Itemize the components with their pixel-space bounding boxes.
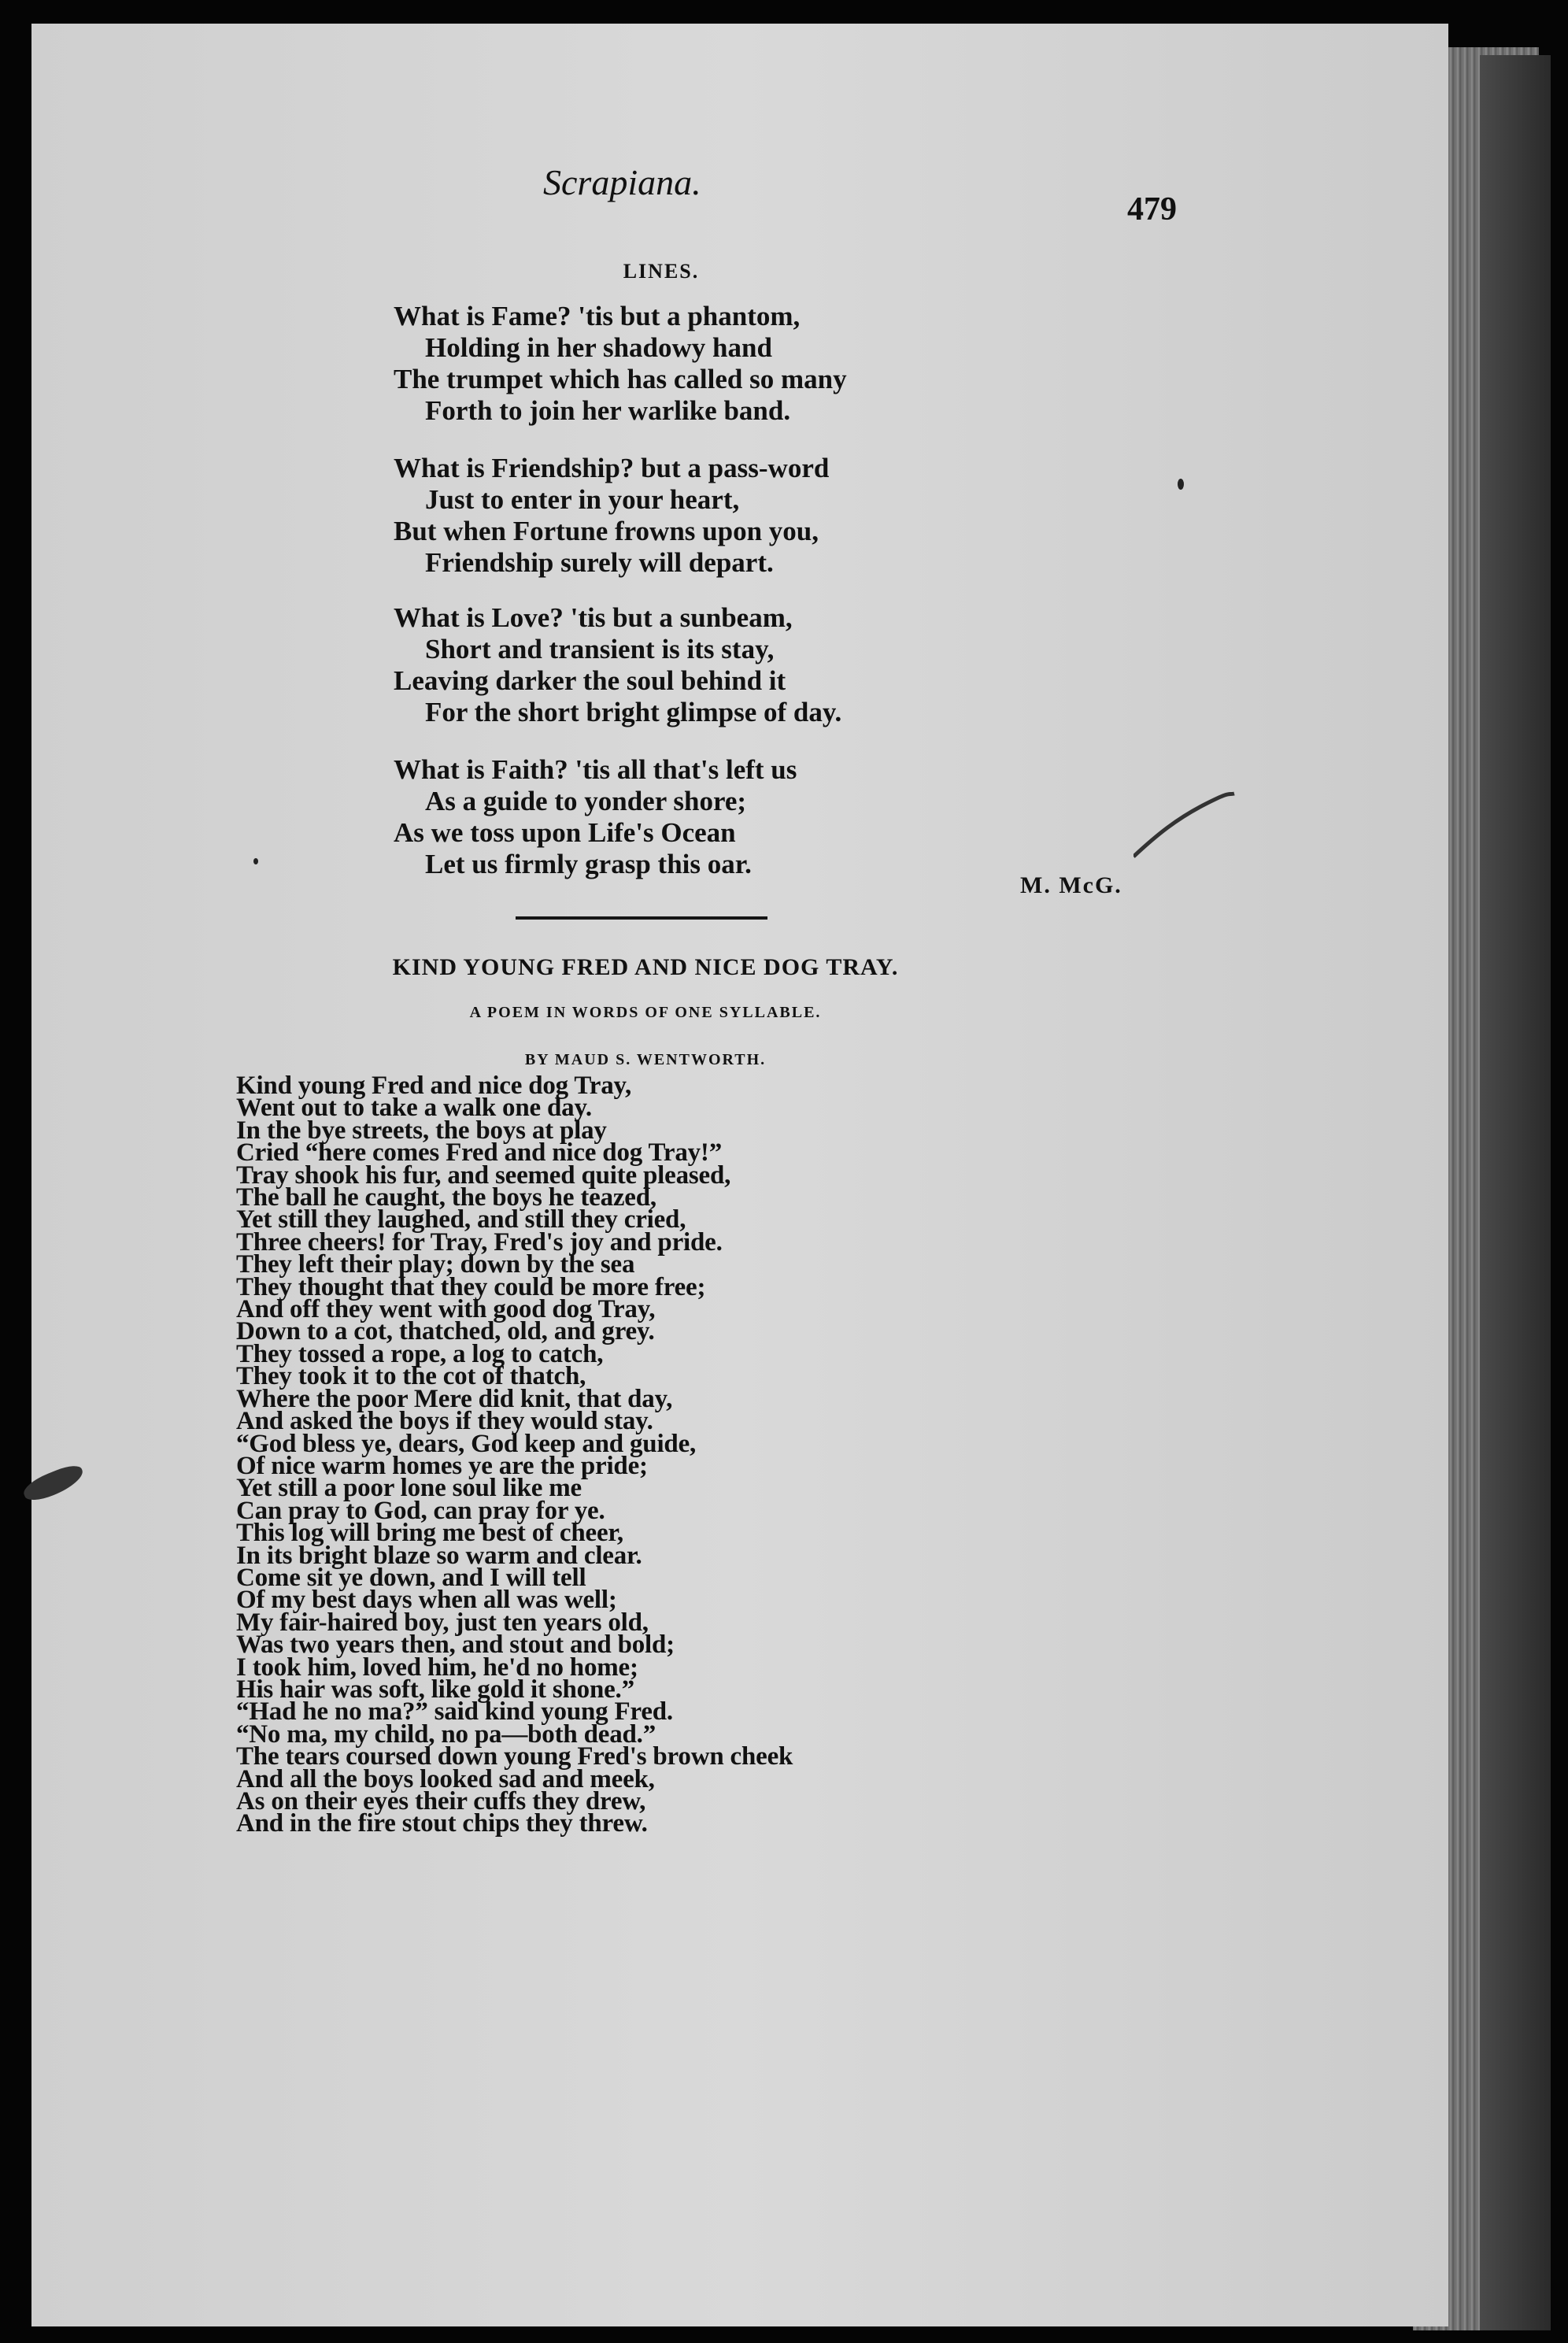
stanza-1	[394, 301, 1102, 427]
poem-title: KIND YOUNG FRED AND NICE DOG TRAY.	[392, 954, 899, 980]
ink-speck	[253, 858, 258, 864]
verse-line: His hair was soft, like gold it shone.”	[236, 1675, 634, 1704]
verse-line: And all the boys looked sad and meek,	[236, 1764, 655, 1793]
verse-line: “No ma, my child, no pa—both dead.”	[236, 1719, 656, 1749]
verse-line: Of my best days when all was well;	[236, 1586, 617, 1615]
verse-line: And asked the boys if they would stay.	[236, 1407, 653, 1436]
verse-line: “Had he no ma?” said kind young Fred.	[236, 1697, 673, 1727]
stanza-4	[394, 754, 1102, 880]
verse-line: Friendship surely will depart.	[425, 547, 774, 578]
verse-line: Kind young Fred and nice dog Tray,	[236, 1072, 632, 1100]
verse-line: Holding in her shadowy hand	[425, 332, 772, 363]
verse-line: Come sit ye down, and I will tell	[236, 1563, 586, 1592]
verse-line: Was two years then, and stout and bold;	[236, 1630, 675, 1660]
verse-line: For the short bright glimpse of day.	[425, 697, 842, 727]
verse-line: What is Love? 'tis but a sunbeam,	[394, 602, 793, 633]
verse-line: Yet still a poor lone soul like me	[236, 1474, 582, 1503]
poem-subtitle: A POEM IN WORDS OF ONE SYLLABLE.	[469, 1004, 822, 1021]
verse-line: But when Fortune frowns upon you,	[394, 516, 819, 546]
verse-line: This log will bring me best of cheer,	[236, 1519, 623, 1548]
verse-line: Went out to take a walk one day.	[236, 1094, 592, 1123]
verse-line: My fair-haired boy, just ten years old,	[236, 1608, 649, 1637]
poem-body	[236, 1072, 1023, 1838]
verse-line: Where the poor Mere did knit, that day,	[236, 1384, 673, 1413]
page-scratch-mark	[1133, 787, 1236, 858]
verse-line: Can pray to God, can pray for ye.	[236, 1496, 605, 1525]
verse-line: I took him, loved him, he'd no home;	[236, 1653, 638, 1682]
verse-line: Leaving darker the soul behind it	[394, 665, 786, 696]
ink-speck	[1178, 479, 1184, 490]
verse-line: Forth to join her warlike band.	[425, 395, 791, 426]
verse-line: They tossed a rope, a log to catch,	[236, 1339, 604, 1368]
page-number: 479	[1127, 191, 1177, 228]
poem-signature: M. McG.	[1020, 872, 1122, 898]
book-binding-shadow	[1480, 55, 1551, 2330]
stanza-3	[394, 602, 1102, 728]
verse-line: They left their play; down by the sea	[236, 1250, 635, 1279]
verse-line: In its bright blaze so warm and clear.	[236, 1541, 642, 1570]
verse-line: And off they went with good dog Tray,	[236, 1295, 656, 1324]
verse-line: Let us firmly grasp this oar.	[425, 849, 752, 879]
verse-line: Just to enter in your heart,	[425, 484, 740, 515]
verse-line: What is Faith? 'tis all that's left us	[394, 754, 797, 785]
verse-line: The tears coursed down young Fred's brown cheek	[236, 1742, 793, 1771]
verse-line: The trumpet which has called so many	[394, 364, 847, 394]
verse-line: They took it to the cot of thatch,	[236, 1362, 586, 1391]
verse-line: They thought that they could be more free;	[236, 1272, 706, 1301]
verse-line: As a guide to yonder shore;	[425, 786, 747, 816]
verse-line: “God bless ye, dears, God keep and guide,	[236, 1429, 697, 1458]
verse-line: Short and transient is its stay,	[425, 634, 775, 664]
verse-line: As we toss upon Life's Ocean	[394, 817, 736, 848]
verse-line: And in the fire stout chips they threw.	[236, 1809, 648, 1838]
verse-line: Cried “here comes Fred and nice dog Tray!”	[236, 1138, 723, 1168]
verse-line: Yet still they laughed, and still they cried,	[236, 1205, 686, 1234]
stanza-2	[394, 453, 1102, 579]
verse-line: The ball he caught, the boys he teazed,	[236, 1183, 656, 1212]
verse-line: What is Fame? 'tis but a phantom,	[394, 301, 801, 331]
section-divider	[516, 916, 767, 920]
verse-line: In the bye streets, the boys at play	[236, 1116, 607, 1145]
running-head: Scrapiana.	[543, 162, 701, 202]
verse-line: What is Friendship? but a pass-word	[394, 453, 830, 483]
verse-line: Of nice warm homes ye are the pride;	[236, 1451, 648, 1480]
poem-title: LINES.	[623, 260, 700, 283]
verse-line: Three cheers! for Tray, Fred's joy and pride.	[236, 1227, 723, 1257]
verse-line: Tray shook his fur, and seemed quite pleased,	[236, 1160, 731, 1190]
poem-byline: BY MAUD S. WENTWORTH.	[524, 1051, 767, 1068]
verse-line: Down to a cot, thatched, old, and grey.	[236, 1317, 655, 1346]
verse-line: As on their eyes their cuffs they drew,	[236, 1787, 646, 1816]
